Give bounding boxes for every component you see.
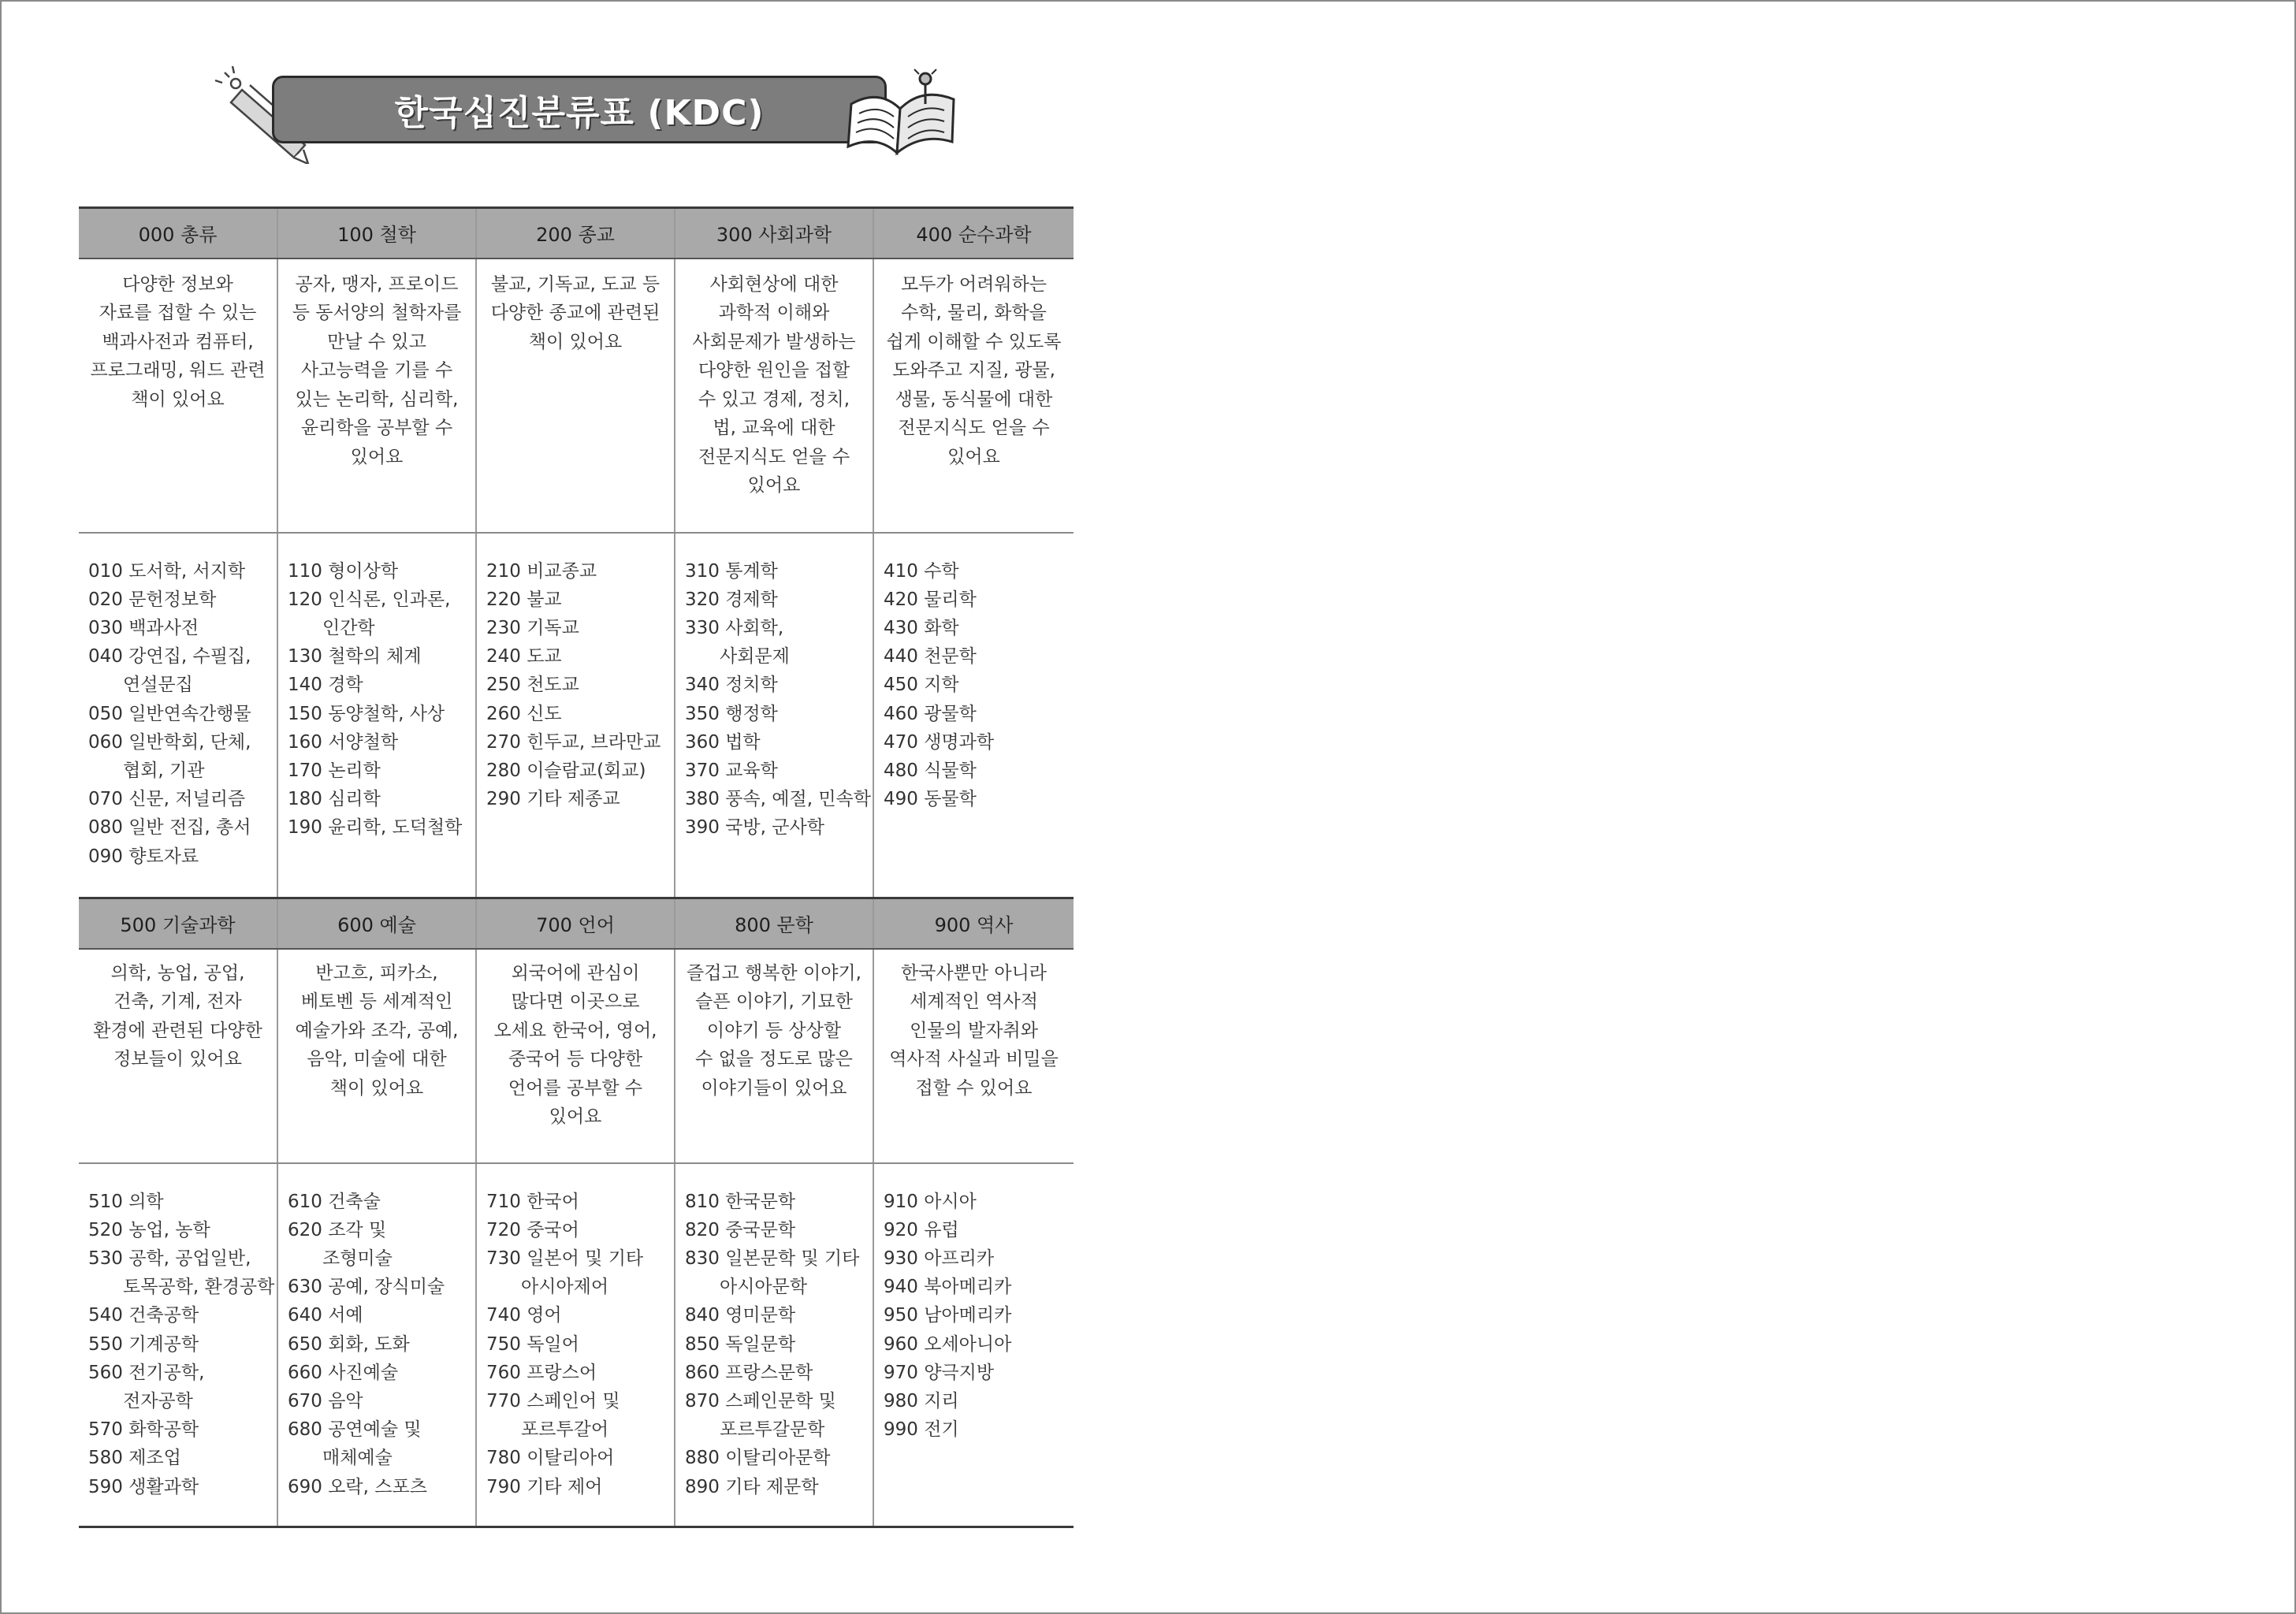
title-banner [201,61,958,164]
subclass-list [884,557,1067,814]
subclass-item: 940 북아메리카 [884,1277,1012,1298]
subclass-item: 170 논리학 [288,760,381,781]
subclass-item: 110 형이상학 [288,560,399,582]
description-text: 불교, 기독교, 도교 등 다양한 종교에 관련된 책이 있어요 [490,273,661,352]
subclass-item: 550 기계공학 [88,1333,199,1355]
subclass-item: 910 아시아 [884,1191,977,1212]
subclass-item: 130 철학의 체계 [288,646,422,668]
class-description [476,258,675,533]
subclass-cell [79,1163,277,1527]
description-text: 외국어에 관심이 많다면 이곳으로 오세요 한국어, 영어, 중국어 등 다양한 언어를 공부할 수 있어요 [493,962,657,1127]
subclass-item: 인간학 [322,617,375,638]
subclass-item: 070 신문, 저널리즘 [88,789,246,810]
subclass-item: 아시아제어 [521,1277,609,1298]
subclass-item: 830 일본문학 및 기타 [685,1248,860,1269]
description-row [79,258,1074,533]
subclass-item: 590 생활과학 [88,1476,199,1497]
subclass-item: 840 영미문학 [685,1305,796,1326]
subclass-item: 연설문집 [123,675,193,696]
subclass-item: 230 기독교 [486,617,579,638]
subclass-item: 040 강연집, 수필집, [88,646,251,668]
subclass-list [88,557,270,871]
subclass-cell [79,533,277,898]
subclass-item: 240 도교 [486,646,562,668]
class-header: 200 종교 [476,208,675,258]
subclass-item: 120 인식론, 인과론, [288,589,451,610]
class-description [79,949,277,1163]
subclass-item: 360 법학 [685,731,761,753]
subclass-item: 560 전기공학, [88,1362,205,1383]
class-header: 700 언어 [476,898,675,949]
subclass-item: 850 독일문학 [685,1333,796,1355]
class-description [675,258,873,533]
subclass-item: 포르투갈문학 [720,1419,825,1441]
class-description [79,258,277,533]
class-description [277,949,476,1163]
subclass-item: 760 프랑스어 [486,1362,597,1383]
subclass-item: 980 지리 [884,1390,959,1411]
subclass-item: 710 한국어 [486,1191,579,1212]
subclass-item: 680 공연예술 및 [288,1419,422,1441]
subclass-item: 매체예술 [322,1448,393,1469]
subclass-item: 620 조각 및 [288,1219,387,1240]
subclass-item: 880 이탈리아문학 [685,1448,831,1469]
subclass-cell [873,533,1074,898]
subclass-item: 430 화학 [884,617,959,638]
subclass-item: 640 서예 [288,1305,363,1326]
subclass-item: 330 사회학, [685,617,784,638]
subclass-item: 720 중국어 [486,1219,579,1240]
subclass-row [79,533,1074,898]
subclass-list [884,1188,1067,1445]
subclass-item: 190 윤리학, 도덕철학 [288,817,463,839]
subclass-item: 530 공학, 공업일반, [88,1248,251,1269]
subclass-list [288,557,469,842]
subclass-item: 150 동양철학, 사상 [288,703,445,724]
subclass-item: 340 정치학 [685,675,778,696]
subclass-item: 740 영어 [486,1305,562,1326]
subclass-item: 780 이탈리아어 [486,1448,615,1469]
subclass-item: 290 기타 제종교 [486,789,620,810]
subclass-item: 570 화학공학 [88,1419,199,1441]
header-row [79,898,1074,949]
subclass-item: 420 물리학 [884,589,977,610]
subclass-item: 410 수학 [884,560,959,582]
class-header: 300 사회과학 [675,208,873,258]
class-header: 600 예술 [277,898,476,949]
subclass-cell [277,1163,476,1527]
subclass-item: 280 이슬람교(회교) [486,760,646,781]
subclass-item: 450 지학 [884,675,959,696]
subclass-item: 670 음악 [288,1390,363,1411]
subclass-item: 460 광물학 [884,703,977,724]
subclass-item: 080 일반 전집, 총서 [88,817,251,839]
subclass-item: 조형미술 [322,1248,393,1269]
subclass-item: 020 문헌정보학 [88,589,217,610]
description-text: 한국사뿐만 아니라 세계적인 역사적 인물의 발자취와 역사적 사실과 비밀을 접할 수 있어요 [889,962,1059,1099]
class-description [873,258,1074,533]
description-text: 반고흐, 피카소, 베토벤 등 세계적인 예술가와 조각, 공예, 음악, 미술에 대한 책이 있어요 [295,962,459,1099]
subclass-item: 260 신도 [486,703,562,724]
description-row [79,949,1074,1163]
subclass-item: 660 사진예술 [288,1362,399,1383]
subclass-list [288,1188,469,1501]
subclass-cell [476,533,675,898]
subclass-item: 820 중국문학 [685,1219,796,1240]
subclass-item: 030 백과사전 [88,617,199,638]
subclass-cell [476,1163,675,1527]
subclass-cell [873,1163,1074,1527]
subclass-list [486,1188,668,1501]
subclass-item: 140 경학 [288,675,363,696]
subclass-item: 490 동물학 [884,789,977,810]
class-header: 800 문학 [675,898,873,949]
subclass-list [685,557,871,842]
subclass-item: 950 남아메리카 [884,1305,1012,1326]
kdc-classification-table [79,206,1074,1528]
subclass-item: 860 프랑스문학 [685,1362,813,1383]
subclass-item: 920 유럽 [884,1219,959,1240]
page-title: 한국십진분류표 (KDC) [394,93,765,133]
class-description [277,258,476,533]
subclass-cell [675,533,873,898]
subclass-item: 930 아프리카 [884,1248,995,1269]
subclass-item: 210 비교종교 [486,560,597,582]
subclass-item: 870 스페인문학 및 [685,1390,836,1411]
subclass-item: 010 도서학, 서지학 [88,560,246,582]
description-text: 공자, 맹자, 프로이드 등 동서양의 철학자를 만날 수 있고 사고능력을 기를 수 있는 논리학, 심리학, 윤리학을 공부할 수 있어요 [292,273,462,467]
banner-plate [272,76,887,143]
subclass-item: 630 공예, 장식미술 [288,1277,445,1298]
description-text: 즐겁고 행복한 이야기, 슬픈 이야기, 기묘한 이야기 등 상상할 수 없을 정도로 많은 이야기들이 있어요 [687,962,861,1099]
subclass-row [79,1163,1074,1527]
subclass-item: 전자공학 [123,1390,193,1411]
subclass-cell [277,533,476,898]
description-text: 다양한 정보와 자료를 접할 수 있는 백과사전과 컴퓨터, 프로그래밍, 워드 관련 책이 있어요 [90,273,266,410]
class-header: 400 순수과학 [873,208,1074,258]
class-header: 900 역사 [873,898,1074,949]
book-icon [843,65,962,159]
subclass-item: 990 전기 [884,1419,959,1441]
description-text: 의학, 농업, 공업, 건축, 기계, 전자 환경에 관련된 다양한 정보들이 있어요 [93,962,262,1069]
subclass-item: 440 천문학 [884,646,977,668]
subclass-item: 사회문제 [720,646,790,668]
subclass-item: 580 제조업 [88,1448,181,1469]
subclass-item: 810 한국문학 [685,1191,796,1212]
subclass-item: 370 교육학 [685,760,778,781]
subclass-item: 270 힌두교, 브라만교 [486,731,661,753]
subclass-item: 060 일반학회, 단체, [88,731,251,753]
subclass-list [88,1188,275,1501]
header-row [79,208,1074,258]
subclass-item: 510 의학 [88,1191,164,1212]
subclass-item: 540 건축공학 [88,1305,199,1326]
subclass-list [685,1188,866,1501]
class-description [675,949,873,1163]
subclass-list [486,557,668,814]
class-header: 000 총류 [79,208,277,258]
subclass-item: 아시아문학 [720,1277,808,1298]
subclass-item: 협회, 기관 [123,760,205,781]
class-header: 100 철학 [277,208,476,258]
subclass-item: 520 농업, 농학 [88,1219,210,1240]
subclass-item: 770 스페인어 및 [486,1390,620,1411]
subclass-item: 포르투갈어 [521,1419,609,1441]
subclass-item: 970 양극지방 [884,1362,995,1383]
subclass-item: 650 회화, 도화 [288,1333,410,1355]
subclass-item: 250 천도교 [486,675,579,696]
subclass-item: 750 독일어 [486,1333,579,1355]
subclass-item: 730 일본어 및 기타 [486,1248,644,1269]
subclass-item: 180 심리학 [288,789,381,810]
subclass-item: 160 서양철학 [288,731,399,753]
subclass-item: 350 행정학 [685,703,778,724]
subclass-item: 890 기타 제문학 [685,1476,819,1497]
subclass-item: 390 국방, 군사학 [685,817,824,839]
subclass-item: 050 일반연속간행물 [88,703,251,724]
class-description [476,949,675,1163]
description-text: 모두가 어려워하는 수학, 물리, 화학을 쉽게 이해할 수 있도록 도와주고 지질, 광물, 생물, 동식물에 대한 전문지식도 얻을 수 있어요 [886,273,1062,467]
subclass-item: 310 통계학 [685,560,778,582]
description-text: 사회현상에 대한 과학적 이해와 사회문제가 발생하는 다양한 원인을 접할 수 있고 경제, 정치, 법, 교육에 대한 전문지식도 얻을 수 있어요 [692,273,856,496]
subclass-item: 380 풍속, 예절, 민속학 [685,789,871,810]
class-header: 500 기술과학 [79,898,277,949]
subclass-cell [675,1163,873,1527]
subclass-item: 470 생명과학 [884,731,995,753]
subclass-item: 610 건축술 [288,1191,381,1212]
class-description [873,949,1074,1163]
subclass-item: 480 식물학 [884,760,977,781]
subclass-item: 690 오락, 스포츠 [288,1476,427,1497]
subclass-item: 320 경제학 [685,589,778,610]
subclass-item: 220 불교 [486,589,562,610]
subclass-item: 790 기타 제어 [486,1476,603,1497]
subclass-item: 토목공학, 환경공학 [123,1277,275,1298]
subclass-item: 960 오세아니아 [884,1333,1012,1355]
subclass-item: 090 향토자료 [88,846,199,867]
